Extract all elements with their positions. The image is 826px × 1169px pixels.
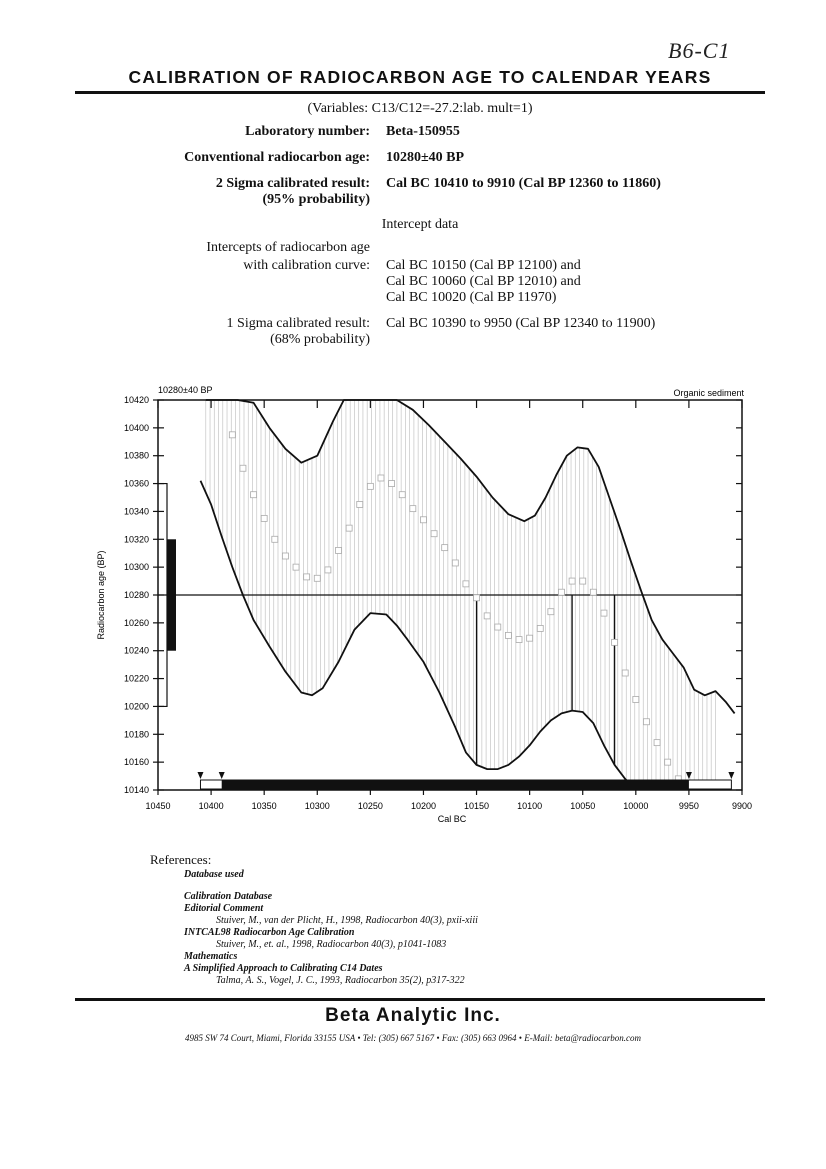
center-point [272, 536, 278, 542]
intercept-heading: Intercept data [381, 217, 459, 232]
sigma2-value: Cal BC 10410 to 9910 (Cal BP 12360 to 11860) [386, 176, 661, 191]
center-point [389, 481, 395, 487]
center-point [665, 759, 671, 765]
intercept-value-1: Cal BC 10150 (Cal BP 12100) and [386, 258, 581, 273]
x-axis-label: Cal BC [437, 814, 467, 824]
x-tick-label: 10250 [357, 801, 383, 811]
company-address: 4985 SW 74 Court, Miami, Florida 33155 USA • Tel: (305) 667 5167 • Fax: (305) 663 0964 • E-Mail: beta@radiocarbon.com [185, 1033, 641, 1043]
y-tick-label: 10180 [123, 729, 149, 740]
variables-note: (Variables: C13/C12=-27.2:lab. mult=1) [307, 101, 533, 116]
chart-title-right: Organic sediment [673, 388, 744, 398]
footer-rule [75, 998, 765, 1001]
sigma1-value: Cal BC 10390 to 9950 (Cal BP 12340 to 11900) [386, 316, 656, 331]
reference-line: A Simplified Approach to Calibrating C14 Dates [184, 963, 383, 974]
center-point [314, 575, 320, 581]
sigma1-range-bar [222, 780, 689, 789]
company-name: Beta Analytic Inc. [325, 1005, 501, 1026]
conventional-age-label: Conventional radiocarbon age: [184, 150, 370, 165]
center-point [261, 515, 267, 521]
center-point [484, 613, 490, 619]
center-point [633, 696, 639, 702]
x-tick-label: 10200 [410, 801, 436, 811]
center-point [367, 483, 373, 489]
y-axis-label: Radiocarbon age (BP) [96, 550, 106, 640]
x-tick-label: 10100 [517, 801, 543, 811]
center-point [474, 595, 480, 601]
x-tick-label: 10000 [623, 801, 649, 811]
reference-line: Mathematics [184, 951, 238, 962]
y-tick-label: 10400 [123, 422, 149, 433]
center-point [463, 581, 469, 587]
x-tick-label: 10150 [464, 801, 490, 811]
x-tick-label: 10050 [570, 801, 596, 811]
y-tick-label: 10340 [123, 506, 149, 517]
reference-line: Editorial Comment [184, 903, 264, 914]
center-point [325, 567, 331, 573]
intercept-value-3: Cal BC 10020 (Cal BP 11970) [386, 290, 557, 305]
center-point [558, 589, 564, 595]
calibration-chart [0, 370, 826, 840]
reference-line: Stuiver, M., et. al., 1998, Radiocarbon 40(3), p1041-1083 [216, 939, 447, 950]
center-point [516, 637, 522, 643]
chart-title-left: 10280±40 BP [158, 385, 213, 395]
x-tick-label: 10300 [304, 801, 330, 811]
reference-line: Talma, A. S., Vogel, J. C., 1993, Radiocarbon 35(2), p317-322 [216, 975, 465, 986]
reference-line [184, 881, 784, 891]
center-point [590, 589, 596, 595]
conventional-age-value: 10280±40 BP [386, 150, 465, 165]
y-tick-label: 10320 [123, 534, 149, 545]
center-point [452, 560, 458, 566]
center-point [229, 432, 235, 438]
center-point [601, 610, 607, 616]
sigma1-age-bar [167, 539, 176, 650]
center-point [399, 492, 405, 498]
intercepts-label-line1: Intercepts of radiocarbon age [206, 240, 370, 255]
center-point [654, 740, 660, 746]
center-point [378, 475, 384, 481]
range-marker [728, 772, 734, 779]
series-layer [158, 400, 742, 790]
center-point [357, 501, 363, 507]
references-list [184, 869, 784, 987]
center-point [505, 632, 511, 638]
range-marker [197, 772, 203, 779]
center-point [495, 624, 501, 630]
x-tick-label: 10350 [251, 801, 277, 811]
reference-line: Stuiver, M., van der Plicht, H., 1998, Radiocarbon 40(3), pxii-xiii [216, 915, 478, 926]
references-heading: References: [150, 852, 212, 867]
y-tick-label: 10220 [123, 673, 149, 684]
center-point [431, 531, 437, 537]
sigma2-label: 2 Sigma calibrated result: [215, 176, 370, 191]
center-point [527, 635, 533, 641]
y-tick-label: 10260 [123, 617, 149, 628]
y-tick-label: 10200 [123, 701, 149, 712]
center-point [420, 517, 426, 523]
center-point [580, 578, 586, 584]
y-tick-label: 10240 [123, 645, 149, 656]
center-point [282, 553, 288, 559]
center-point [293, 564, 299, 570]
sigma1-probability: (68% probability) [270, 332, 370, 347]
intercept-value-2: Cal BC 10060 (Cal BP 12010) and [386, 274, 581, 289]
lab-number-value: Beta-150955 [386, 124, 460, 139]
center-point [304, 574, 310, 580]
page-title: CALIBRATION OF RADIOCARBON AGE TO CALENDAR YEARS [128, 67, 712, 87]
center-point [240, 465, 246, 471]
x-tick-label: 10450 [145, 801, 171, 811]
lab-number-label: Laboratory number: [245, 124, 370, 139]
y-tick-label: 10420 [123, 395, 149, 405]
y-tick-label: 10380 [123, 450, 149, 461]
center-point [346, 525, 352, 531]
center-point [612, 639, 618, 645]
reference-line: Database used [184, 869, 244, 880]
y-tick-label: 10140 [123, 785, 149, 795]
center-point [442, 545, 448, 551]
intercepts-label-line2: with calibration curve: [243, 258, 370, 273]
y-tick-label: 10160 [123, 757, 149, 768]
x-tick-label: 10400 [198, 801, 224, 811]
center-point [251, 492, 257, 498]
y-tick-label: 10300 [123, 562, 149, 573]
center-point [336, 547, 342, 553]
range-marker [686, 772, 692, 779]
center-point [569, 578, 575, 584]
reference-line: Calibration Database [184, 891, 273, 902]
x-tick-label: 9900 [731, 801, 753, 811]
center-point [643, 719, 649, 725]
center-point [537, 625, 543, 631]
range-marker [219, 772, 225, 779]
sigma1-label: 1 Sigma calibrated result: [226, 316, 370, 331]
center-point [622, 670, 628, 676]
handwritten-sample-code: B6-C1 [668, 38, 731, 63]
title-rule [75, 91, 765, 94]
center-point [548, 609, 554, 615]
center-point [410, 506, 416, 512]
y-tick-label: 10360 [123, 478, 149, 489]
x-tick-label: 9950 [678, 801, 699, 811]
reference-line: INTCAL98 Radiocarbon Age Calibration [184, 927, 355, 938]
y-tick-label: 10280 [123, 590, 149, 600]
sigma2-probability: (95% probability) [262, 192, 370, 207]
